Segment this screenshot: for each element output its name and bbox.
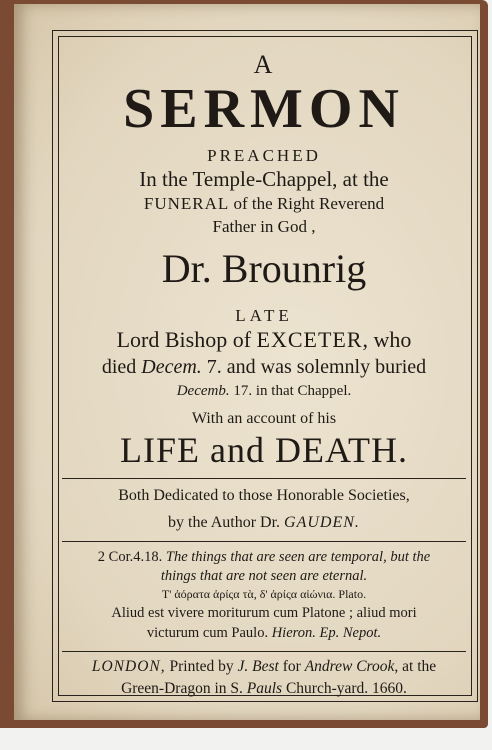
died-line bbox=[58, 354, 470, 380]
scripture-text-1: The things that are seen are temporal, but the bbox=[165, 549, 431, 565]
imprint-line-2 bbox=[58, 678, 470, 700]
bishop-see: EXCETER bbox=[256, 327, 363, 352]
author-line bbox=[58, 512, 470, 533]
buried-rest: 17. in that Chappel. bbox=[229, 383, 352, 399]
bishop-who: , who bbox=[362, 327, 412, 352]
scripture-ref: 2 Cor.4.18. bbox=[97, 549, 166, 565]
author-prefix: by the Author Dr. bbox=[168, 514, 285, 531]
scripture-line-2: things that are not seen are eternal. bbox=[160, 568, 368, 584]
subject-name: Dr. Brounrig bbox=[161, 246, 367, 291]
life-and-death-title: LIFE and DEATH. bbox=[120, 430, 408, 470]
imprint-printer: J. Best bbox=[237, 658, 279, 675]
divider-rule bbox=[62, 651, 466, 652]
imprint-date: Church-yard. 1660. bbox=[282, 680, 407, 697]
latin-quote-line-2 bbox=[58, 623, 470, 643]
imprint-sign: Green-Dragon in S. bbox=[121, 680, 247, 697]
greek-quote: Τ' ἀόρατα ἀρίςα τὰ, δ' ἀρίςα αἰώνια. bbox=[161, 587, 336, 601]
latin-quote-end: victurum cum Paulo. bbox=[146, 625, 272, 641]
imprint-pauls: Pauls bbox=[246, 680, 283, 697]
died-month: Decem. bbox=[141, 356, 202, 378]
main-title-sermon: SERMON bbox=[123, 78, 405, 140]
imprint-city: LONDON, bbox=[91, 658, 166, 675]
funeral-word: FUNERAL bbox=[143, 194, 230, 213]
latin-quote-line-1: Aliud est vivere moriturum cum Platone ; aliud mori bbox=[111, 605, 417, 621]
title-page bbox=[14, 4, 480, 720]
imprint-line-1 bbox=[58, 656, 470, 678]
divider-rule bbox=[62, 541, 466, 542]
buried-month: Decemb. bbox=[176, 383, 230, 399]
buried-line bbox=[58, 380, 470, 402]
imprint-at-the: , at the bbox=[394, 658, 437, 675]
imprint-for: for bbox=[278, 658, 305, 675]
scripture-line-1 bbox=[58, 547, 470, 567]
greek-quote-line bbox=[58, 585, 470, 603]
funeral-rest: of the Right Reverend bbox=[229, 194, 385, 213]
divider-rule bbox=[62, 478, 466, 479]
title-page-text bbox=[58, 36, 470, 700]
latin-source: Hieron. Ep. Nepot. bbox=[271, 625, 382, 641]
imprint-printed-by: Printed by bbox=[165, 658, 238, 675]
preached-line: PREACHED bbox=[207, 146, 321, 165]
died-rest: 7. and was solemnly buried bbox=[201, 356, 427, 378]
author-name: GAUDEN. bbox=[284, 514, 360, 531]
father-line: Father in God , bbox=[212, 217, 316, 236]
imprint-bookseller: Andrew Crook bbox=[304, 658, 395, 675]
bishop-line bbox=[58, 326, 470, 354]
temple-chappel-line: In the Temple-Chappel, at the bbox=[139, 167, 389, 191]
died-word: died bbox=[101, 356, 142, 378]
late-line: LATE bbox=[235, 306, 293, 325]
greek-source: Plato. bbox=[335, 587, 367, 601]
bishop-title: Lord Bishop of bbox=[116, 327, 257, 352]
with-account-line: With an account of his bbox=[191, 410, 337, 427]
dedication-line: Both Dedicated to those Honorable Societies, bbox=[118, 487, 410, 504]
funeral-line bbox=[58, 192, 470, 215]
article-a: A bbox=[253, 50, 275, 79]
